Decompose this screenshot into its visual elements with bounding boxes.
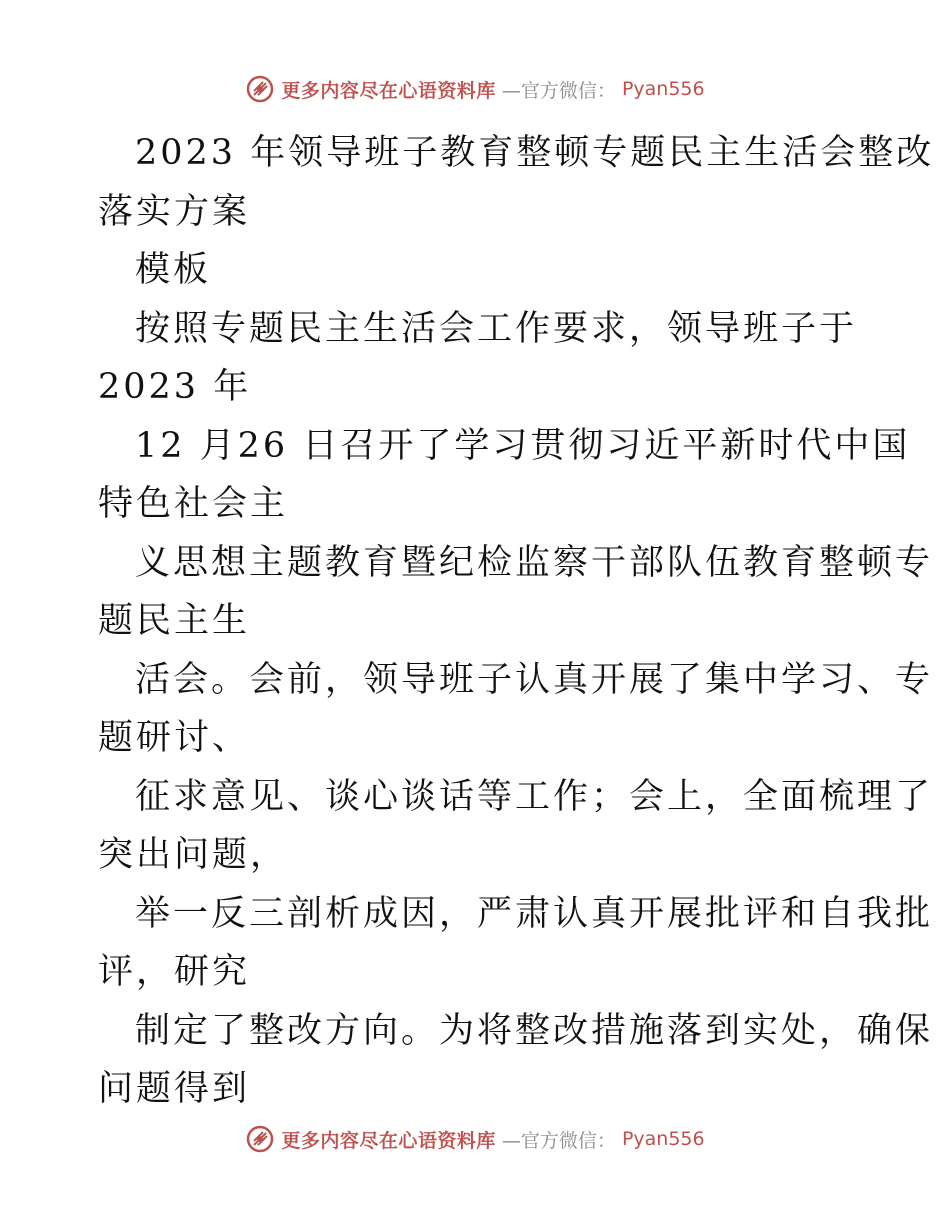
paragraph-line: 特色社会主 bbox=[98, 484, 289, 524]
paragraph-line: 按照专题民主生活会工作要求，领导班子于 bbox=[135, 308, 858, 349]
header-watermark bbox=[0, 74, 950, 104]
paragraph-line: 题研讨、 bbox=[98, 718, 251, 758]
footer-watermark bbox=[0, 1124, 950, 1154]
paragraph-line: 活会。会前，领导班子认真开展了集中学习、专 bbox=[135, 659, 934, 700]
paragraph-line: 问题得到 bbox=[98, 1069, 251, 1109]
paragraph-line: 突出问题， bbox=[98, 835, 289, 875]
paragraph-line: 制定了整改方向。为将整改措施落到实处，确保 bbox=[135, 1010, 934, 1051]
paragraph-line: 举一反三剖析成因，严肃认真开展批评和自我批 bbox=[135, 893, 934, 934]
paragraph-line: 12 月26 日召开了学习贯彻习近平新时代中国 bbox=[135, 425, 911, 466]
watermark-wechat-label: —官方微信： bbox=[501, 1129, 616, 1152]
watermark-wechat-id: Pyan556 bbox=[621, 78, 705, 100]
watermark-title: 更多内容尽在心语资料库 bbox=[281, 79, 496, 102]
paragraph-line: 落实方案 bbox=[98, 191, 251, 232]
paragraph-line: 评，研究 bbox=[98, 952, 251, 992]
paragraph-line: 征求意见、谈心谈话等工作；会上，全面梳理了 bbox=[135, 776, 934, 817]
paragraph-line: 题民主生 bbox=[98, 601, 251, 641]
watermark-wechat-label: —官方微信： bbox=[501, 79, 616, 102]
paragraph-line: 2023 年领导班子教育整顿专题民主生活会整改 bbox=[135, 133, 935, 173]
paragraph-line: 义思想主题教育暨纪检监察干部队伍教育整顿专 bbox=[135, 542, 934, 583]
feather-pen-logo-icon bbox=[245, 74, 275, 104]
feather-pen-logo-icon bbox=[245, 1124, 275, 1154]
watermark-title: 更多内容尽在心语资料库 bbox=[281, 1129, 496, 1152]
document-body bbox=[98, 124, 935, 1119]
paragraph-line: 2023 年 bbox=[98, 367, 252, 407]
watermark-wechat-id: Pyan556 bbox=[621, 1128, 705, 1150]
paragraph-line: 模板 bbox=[135, 250, 212, 290]
